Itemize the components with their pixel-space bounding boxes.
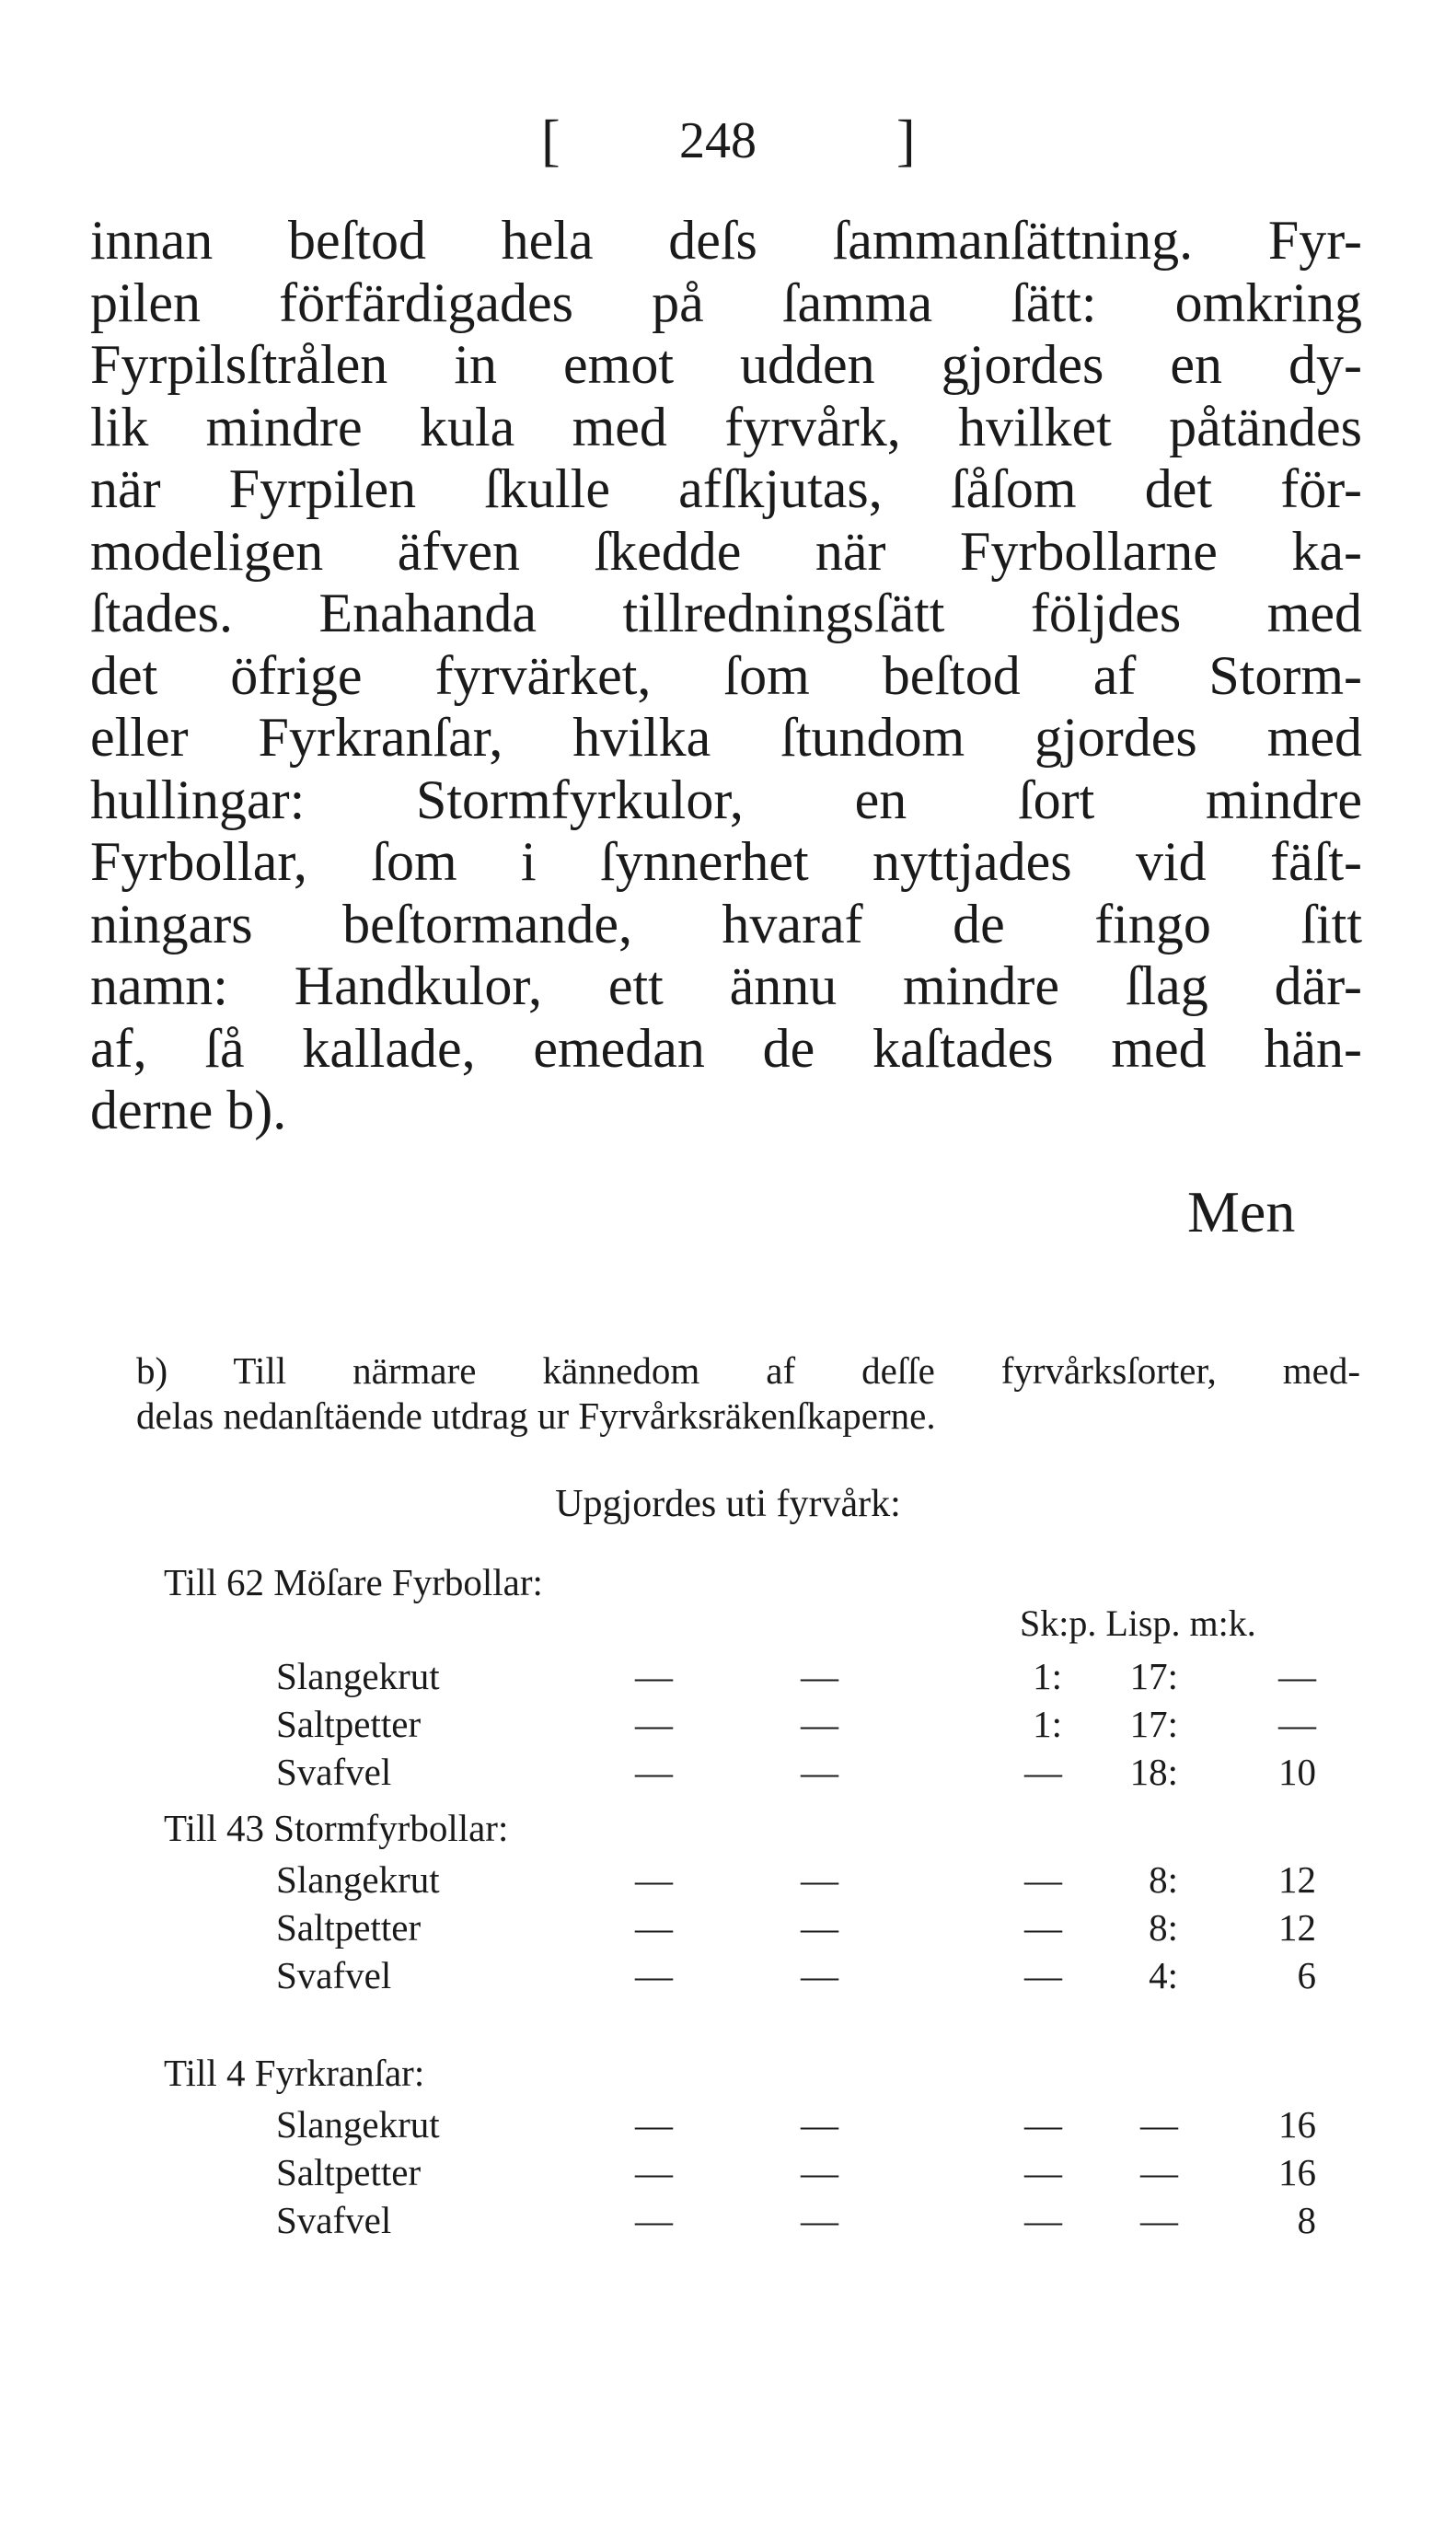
cell-d1: — <box>635 1655 673 1697</box>
cell-v2: 18: <box>1129 1751 1178 1793</box>
cell-v3: — <box>1278 1655 1316 1697</box>
catchword: Men <box>1187 1179 1296 1244</box>
text-line: modeligen äfven ſkedde när Fyrbollarne ka- <box>90 520 1362 582</box>
cell-name: Svafvel <box>276 1954 392 1996</box>
cell-v3: 10 <box>1278 1751 1316 1793</box>
cell-d2: — <box>801 1703 838 1745</box>
cell-name: Svafvel <box>276 2199 392 2241</box>
page-number: 248 <box>679 112 757 169</box>
page-header <box>0 109 1456 173</box>
footnote <box>136 1348 1360 1439</box>
text-line: när Fyrpilen ſkulle afſkjutas, ſåſom det för- <box>90 458 1362 519</box>
text-line: ningars beſtormande, hvaraf de fingo ſitt <box>90 893 1362 954</box>
cell-d1: — <box>635 1954 673 1996</box>
cell-v2: 8: <box>1149 1906 1178 1949</box>
cell-d2: — <box>801 2103 838 2146</box>
table-row <box>0 1654 1456 1704</box>
cell-v2: 17: <box>1129 1703 1178 1745</box>
group-title: Till 62 Möſare Fyrbollar: <box>164 1561 543 1603</box>
cell-v1: — <box>1024 1954 1062 1996</box>
text-line: hullingar: Stormfyrkulor, en ſort mindre <box>90 769 1362 830</box>
cell-d1: — <box>635 1858 673 1901</box>
table-row <box>0 1750 1456 1799</box>
cell-v3: 12 <box>1278 1858 1316 1901</box>
group-title: Till 4 Fyrkranſar: <box>164 2052 425 2094</box>
cell-v1: — <box>1024 2199 1062 2241</box>
cell-v1: 1: <box>1033 1655 1062 1697</box>
table-row <box>0 1953 1456 2003</box>
cell-name: Svafvel <box>276 1751 392 1793</box>
cell-d1: — <box>635 2103 673 2146</box>
text-line: pilen förfärdigades på ſamma ſätt: omkring <box>90 272 1362 333</box>
cell-d2: — <box>801 1858 838 1901</box>
cell-v2: 17: <box>1129 1655 1178 1697</box>
table-row <box>0 1702 1456 1752</box>
cell-v2: — <box>1140 2151 1178 2193</box>
cell-d2: — <box>801 1954 838 1996</box>
cell-d1: — <box>635 1751 673 1793</box>
table-row <box>0 2102 1456 2152</box>
table-row <box>0 2150 1456 2200</box>
text-line: det öfrige fyrvärket, ſom beſtod af Storm- <box>90 644 1362 706</box>
cell-v2: — <box>1140 2103 1178 2146</box>
footnote-line: delas nedanſtäende utdrag ur Fyrvårksräkenſkaperne. <box>136 1394 936 1437</box>
header-right-bracket: ] <box>896 110 916 172</box>
text-line: namn: Handkulor, ett ännu mindre ſlag där- <box>90 955 1362 1016</box>
cell-d2: — <box>801 1655 838 1697</box>
table-row <box>0 2198 1456 2248</box>
cell-v3: 12 <box>1278 1906 1316 1949</box>
text-line: ſtades. Enahanda tillredningsſätt följdes med <box>90 583 1362 643</box>
cell-v2: 4: <box>1149 1954 1178 1996</box>
cell-v3: 16 <box>1278 2103 1316 2146</box>
units-header: Sk:p. Lisp. m:k. <box>1020 1602 1256 1644</box>
cell-v3: 16 <box>1278 2151 1316 2193</box>
text-line: Fyrpilsſtrålen in emot udden gjordes en dy- <box>90 334 1362 395</box>
table-row <box>0 1905 1456 1955</box>
text-line: eller Fyrkranſar, hvilka ſtundom gjordes med <box>90 707 1362 768</box>
cell-v3: 8 <box>1297 2199 1316 2241</box>
cell-v1: — <box>1024 1751 1062 1793</box>
cell-d2: — <box>801 2199 838 2241</box>
text-line: innan beſtod hela deſs ſammanſättning. Fyr- <box>90 210 1362 271</box>
cell-name: Saltpetter <box>276 1906 422 1949</box>
cell-v3: 6 <box>1297 1954 1316 1996</box>
footnote-line: b) Till närmare kännedom af deſſe fyrvårksſorter, med- <box>136 1349 1360 1392</box>
text-line: Fyrbollar, ſom i ſynnerhet nyttjades vid fäſt- <box>90 831 1362 892</box>
cell-d2: — <box>801 2151 838 2193</box>
cell-v2: — <box>1140 2199 1178 2241</box>
text-line: af, ſå kallade, emedan de kaſtades med hän- <box>90 1017 1362 1079</box>
header-left-bracket: [ <box>541 110 560 172</box>
cell-name: Slangekrut <box>276 1655 440 1697</box>
cell-v2: 8: <box>1149 1858 1178 1901</box>
text-line: lik mindre kula med fyrvårk, hvilket påtändes <box>90 396 1362 457</box>
cell-v1: — <box>1024 1858 1062 1901</box>
group-title: Till 43 Stormfyrbollar: <box>164 1807 509 1849</box>
footnote-subheading: Upgjordes uti fyrvårk: <box>555 1483 901 1525</box>
cell-name: Saltpetter <box>276 1703 422 1745</box>
cell-name: Slangekrut <box>276 1858 440 1901</box>
cell-d1: — <box>635 2199 673 2241</box>
main-text <box>90 210 1362 1142</box>
cell-v1: 1: <box>1033 1703 1062 1745</box>
cell-name: Saltpetter <box>276 2151 422 2193</box>
cell-d2: — <box>801 1751 838 1793</box>
cell-name: Slangekrut <box>276 2103 440 2146</box>
text-line: derne b). <box>90 1080 287 1140</box>
cell-d1: — <box>635 1906 673 1949</box>
cell-v1: — <box>1024 2151 1062 2193</box>
cell-v3: — <box>1278 1703 1316 1745</box>
cell-d1: — <box>635 2151 673 2193</box>
cell-d1: — <box>635 1703 673 1745</box>
table-row <box>0 1857 1456 1907</box>
cell-v1: — <box>1024 1906 1062 1949</box>
cell-v1: — <box>1024 2103 1062 2146</box>
cell-d2: — <box>801 1906 838 1949</box>
